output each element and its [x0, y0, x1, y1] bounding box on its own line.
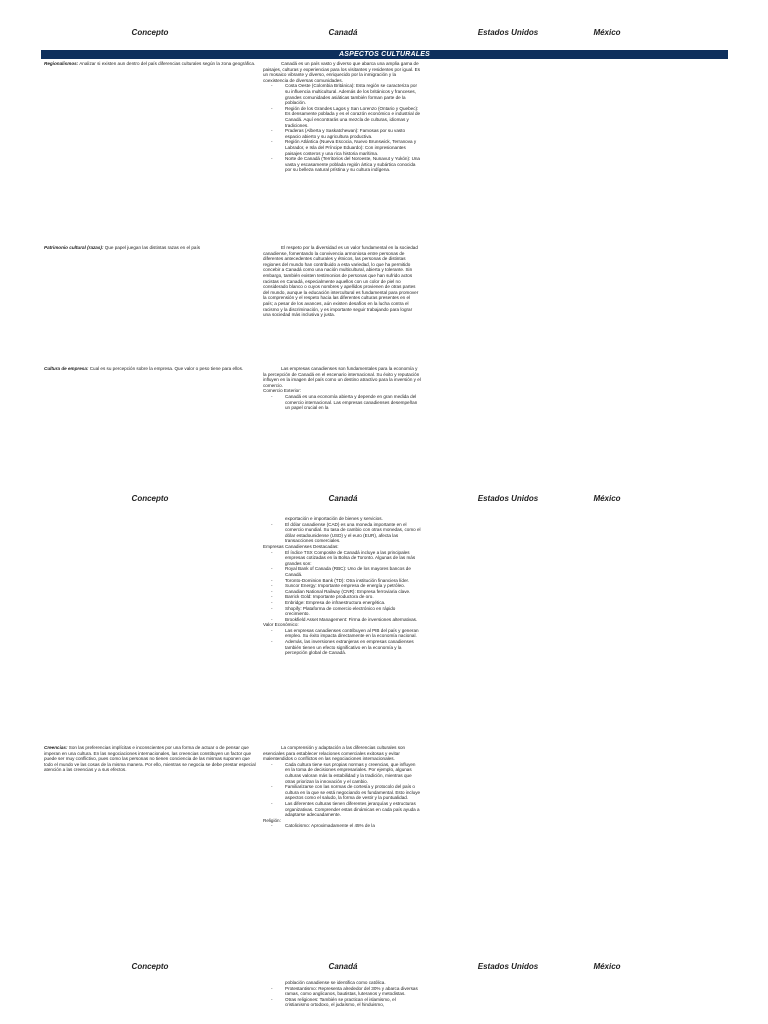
subheading: Religión:	[263, 817, 281, 823]
section-title: ASPECTOS CULTURALES	[41, 50, 728, 59]
list-item-continued: población canadiense se identifica como católica.	[285, 980, 386, 985]
valor-list	[263, 628, 421, 656]
concept-text: Cual es su percepción sobre la empresa. Que valor o peso tiene para ellos.	[88, 366, 244, 371]
subheading: Comercio Exterior:	[263, 388, 302, 394]
canada-patrimonio	[263, 245, 421, 318]
list-item: - El dólar canadiense (CAD) es una moneda importante en el comercio mundial. Su tasa de cambio con otras monedas, como el dólar estadounidense (USD) y el euro (EUR), afecta las transacciones comerciales.	[283, 522, 421, 544]
header-estados-unidos: Estados Unidos	[477, 962, 539, 971]
paragraph: Las empresas canadienses son fundamentales para la economía y la percepción de Canadá en el escenario internacional. Su éxito y reputación influyen en la imagen del país como un destino atractivo para la inversión y el comercio.	[263, 366, 421, 388]
header-mexico: México	[593, 28, 621, 37]
religion-list	[263, 980, 421, 1008]
subheading: Empresas Canadienses Destacadas:	[263, 543, 339, 549]
list-item: - Las diferentes culturas tienen diferentes jerarquías y estructuras organizativas. Comprender estas dinámicas en cada país ayuda a adaptarse adecuadamente.	[283, 801, 421, 818]
creencias-list	[263, 762, 421, 818]
header-concepto: Concepto	[131, 494, 169, 503]
concept-label: Regionalismos:	[44, 61, 79, 66]
list-item: - Catolicismo: Aproximadamente el 45% de la	[283, 823, 421, 829]
concept-label: Patrimonio cultural (razas):	[44, 245, 104, 250]
page-1	[0, 0, 768, 490]
empresas-list	[263, 550, 421, 623]
header-concepto: Concepto	[131, 962, 169, 971]
concept-text: Analizar si existen aun dentro del país diferencias culturales según la zona geográfica.	[78, 61, 256, 66]
list-item: - Brookfield Asset Management: Firma de inversiones alternativas.	[283, 617, 421, 623]
canada-regionalismos	[263, 61, 421, 173]
subheading: Valor Económico:	[263, 622, 299, 628]
regions-list	[263, 83, 421, 173]
header-canada: Canadá	[328, 494, 358, 503]
concept-patrimonio	[44, 245, 256, 251]
concept-regionalismos	[44, 61, 256, 67]
list-item: - Royal Bank of Canada (RBC): Uno de los mayores bancos de Canadá.	[283, 566, 421, 577]
list-item-continued: exportación e importación de bienes y servicios.	[285, 516, 383, 521]
list-item: - Canadian National Railway (CNR): Empresa ferroviaria clave.	[283, 589, 421, 595]
list-item: - Las empresas canadienses contribuyen al PIB del país y generan empleo. Su éxito impacta directamente en la economía nacional.	[283, 628, 421, 639]
canada-creencias	[263, 745, 421, 829]
concept-cultura-empresa	[44, 366, 256, 372]
list-item: - Shopify: Plataforma de comercio electrónico en rápido crecimiento.	[283, 606, 421, 617]
concept-text: Son las preferencias implícitas e inconscientes por una forma de actuar o de pensar que imperan en una cultura. En las negociaciones internacionales, las creencias constituyen un factor que puede ser muy conflictivo, pues como las personas no tienen conciencia de las mismas suponen que todo el mundo ve las cosas de la misma manera. Por ello, mientras se negocia se debe prestar especial atención a las creencias y a sus efectos.	[44, 745, 256, 773]
list-item: - Región de los Grandes Lagos y San Lorenzo (Ontario y Quebec): Es densamente poblada y es el corazón económico e industrial de Canadá. Aquí encontrarás una mezcla de culturas, idiomas y tradiciones.	[283, 106, 421, 128]
paragraph: Canadá es un país vasto y diverso que abarca una amplia gama de paisajes, culturas y experiencias para los visitantes y residentes por igual. Es un mosaico vibrante y diverso, enriquecido por la inmigración y la coexistencia de diversas comunidades.	[263, 61, 421, 83]
header-mexico: México	[593, 494, 621, 503]
list-item: - Protestantismo: Representa alrededor del 30% y abarca diversas ramas, como anglicanos, bautistas, luteranos y metodistas.	[283, 986, 421, 997]
header-concepto: Concepto	[131, 28, 169, 37]
header-estados-unidos: Estados Unidos	[477, 28, 539, 37]
religion-list	[263, 823, 421, 829]
header-canada: Canadá	[328, 962, 358, 971]
header-canada: Canadá	[328, 28, 358, 37]
concept-label: Creencias:	[44, 745, 68, 750]
list-item: - Suncor Energy: Importante empresa de energía y petróleo.	[283, 583, 421, 589]
table-header	[0, 494, 768, 514]
list-item: - Cada cultura tiene sus propias normas y creencias, que influyen en la toma de decisiones empresariales. Por ejemplo, algunas culturas valoran más la estabilidad y la tradición, mientras que otras priorizan la innovación y el cambio.	[283, 762, 421, 784]
list-item: - Enbridge: Empresa de infraestructura energética.	[283, 600, 421, 606]
list-item: - Costa Oeste (Colombia Británica): Esta región se caracteriza por su influencia multicultural. Además de los británicos y franceses, grandes comunidades asiáticas también forman parte de la población.	[283, 83, 421, 105]
list-item: - Toronto-Dominion Bank (TD): Otra institución financiera líder.	[283, 578, 421, 584]
concept-label: Cultura de empresa:	[44, 366, 89, 371]
canada-religion-cont	[263, 980, 421, 1008]
concept-text: Que papel juegan las distintas razas en el país	[103, 245, 201, 250]
list-item: - Canadá es una economía abierta y depende en gran medida del comercio internacional. Las empresas canadienses desempeñan un papel crucial en la	[283, 394, 421, 411]
canada-cultura-empresa-cont	[263, 516, 421, 656]
page-3	[0, 960, 768, 1024]
list-item: - Otras religiones: También se practican el islamismo, el cristianismo ortodoxo, el judaísmo, el hinduismo,	[283, 997, 421, 1008]
canada-cultura-empresa	[263, 366, 421, 411]
header-mexico: México	[593, 962, 621, 971]
page-2	[0, 490, 768, 960]
table-header	[0, 962, 768, 982]
list-item: - Norte de Canadá (Territorios del Noroeste, Nunavut y Yukón): Una vasta y escasamente poblada región ártica y subártica conocida por su belleza natural prístina y su cultura indígena.	[283, 156, 421, 173]
comercio-list	[263, 394, 421, 411]
paragraph: La comprensión y adaptación a las diferencias culturales son esenciales para establecer relaciones comerciales exitosas y evitar malentendidos o conflictos en las negociaciones internacionales.	[263, 745, 406, 762]
paragraph: El respeto por la diversidad es un valor fundamental en la sociedad canadiense, fomentando la convivencia armoniosa entre personas de diferentes antecedentes culturales y étnicos, las personas de distintas regiones del mundo han contribuido a esta variedad, lo que ha permitido concebir a Canadá como una nación multicultural, abierta y tolerante. Sin embargo, también existen testimonios de personas que han sufrido actos racistas en Canadá, especialmente aquellos con un color de piel no considerado blanco o cuyos nombres y apellidos provienen de otras partes del mundo, aunque la educación intercultural es fundamental para promover la comprensión y el respeto hacia las diferentes culturas presentes en el país; a pesar de los avances, aún existen desafíos en la lucha contra el racismo y la discriminación, y es importante seguir trabajando para lograr una sociedad más inclusiva y justa.	[263, 245, 419, 318]
list-item: - El índice TSX Composite de Canadá incluye a las principales empresas cotizadas en la Bolsa de Toronto. Algunas de las más grandes son:	[283, 550, 421, 567]
header-estados-unidos: Estados Unidos	[477, 494, 539, 503]
table-header	[0, 28, 768, 48]
list-item: - Barrick Gold: Importante productora de oro.	[283, 594, 421, 600]
comercio-list	[263, 516, 421, 544]
list-item: - Familiarizarse con las normas de cortesía y protocolo del país o cultura en la que se está negociando es fundamental. Esto incluye aspectos como el saludo, la forma de vestir y la puntualidad.	[283, 784, 421, 801]
list-item: - Región Atlántica (Nueva Escocia, Nuevo Brunswick, Terranova y Labrador, e Isla del Príncipe Eduardo): Con impresionantes paisajes costeros y una rica historia marítima.	[283, 139, 421, 156]
list-item: - Praderas (Alberta y Saskatchewan): Famosas por su vasto espacio abierto y su agricultura productiva.	[283, 128, 421, 139]
concept-creencias	[44, 745, 256, 773]
list-item: - Además, las inversiones extranjeras en empresas canadienses también tienen un efecto significativo en la economía y la percepción global de Canadá.	[283, 639, 421, 656]
